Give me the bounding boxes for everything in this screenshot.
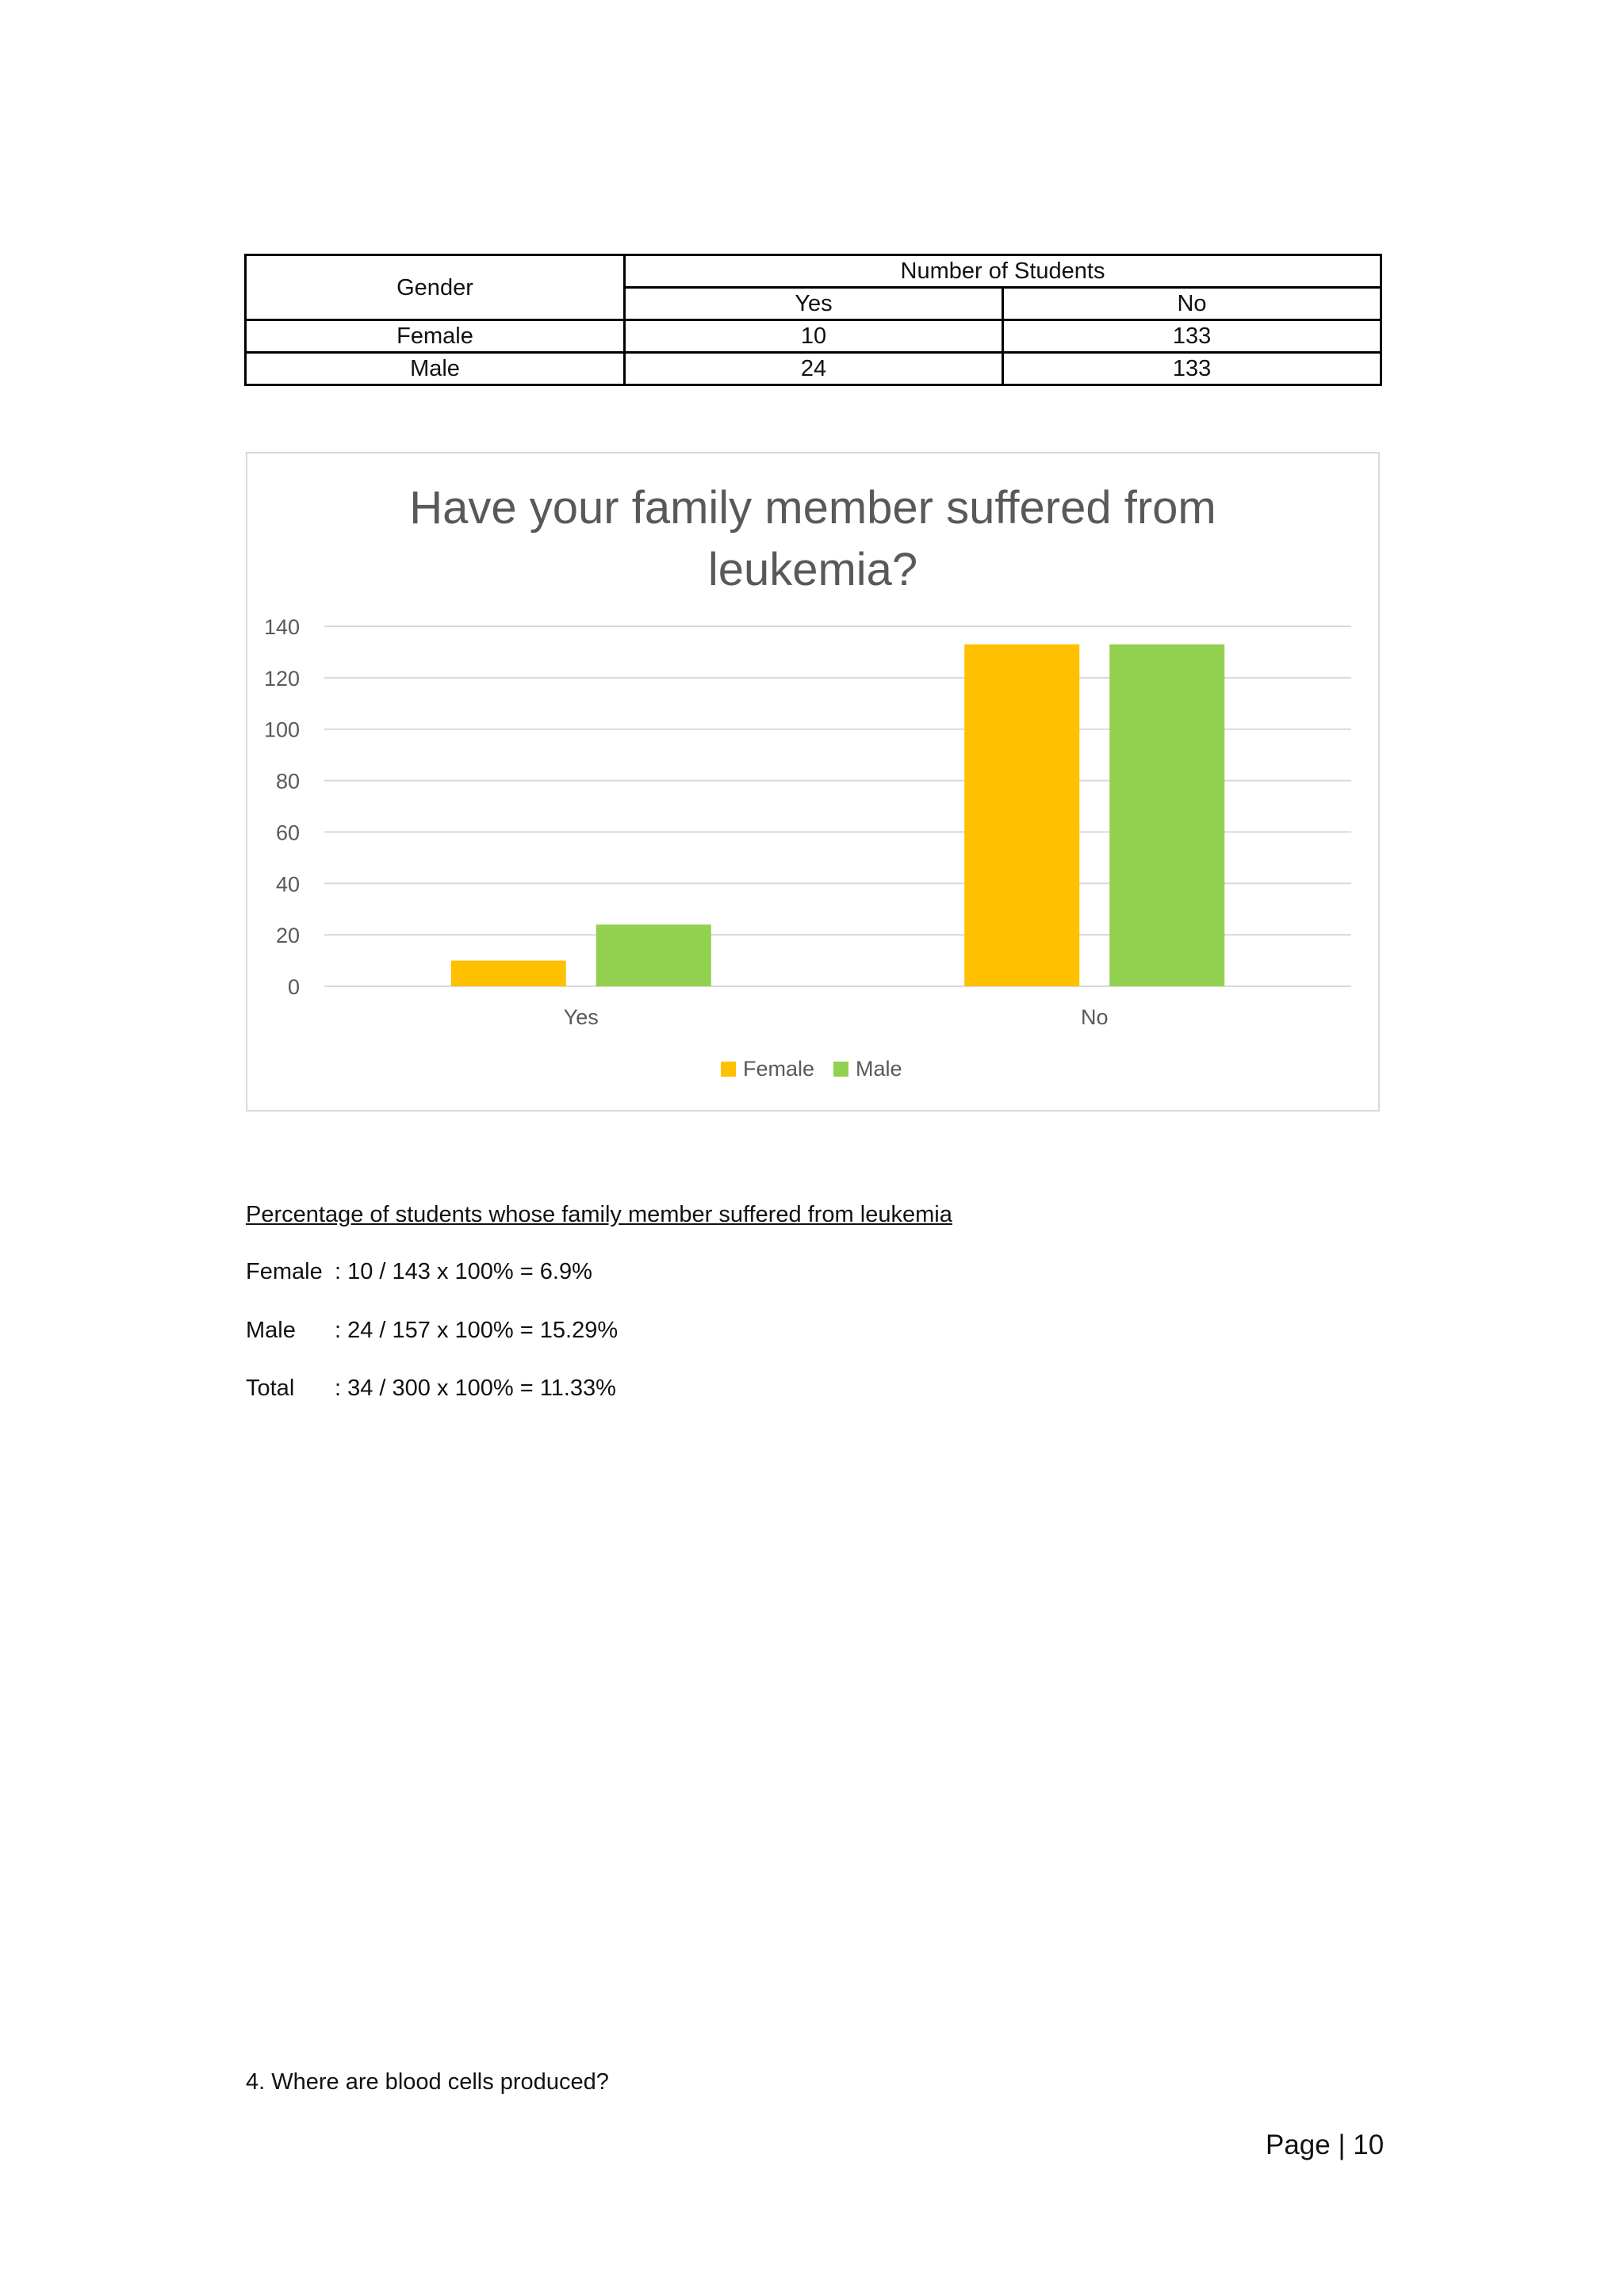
legend-label: Female [743, 1057, 815, 1081]
number-of-students-header: Number of Students [625, 255, 1381, 288]
y-tick-label: 120 [263, 666, 300, 691]
legend-label: Male [856, 1057, 902, 1081]
question-text: 4. Where are blood cells produced? [246, 2069, 609, 2095]
chart-title-line: Have your family member suffered from [409, 482, 1216, 534]
x-tick-label: Yes [563, 1005, 599, 1029]
percentage-calc: : 24 / 157 x 100% = 15.29% [335, 1318, 619, 1343]
legend-swatch [833, 1062, 848, 1077]
y-tick-label: 100 [263, 718, 300, 742]
bar-female-no [964, 645, 1079, 986]
chart-title-line: leukemia? [707, 544, 918, 595]
y-tick-label: 140 [263, 615, 300, 639]
row-no: 133 [1003, 353, 1381, 385]
legend-swatch [721, 1062, 736, 1077]
students-table [244, 254, 1382, 386]
percentage-line-total [246, 1376, 616, 1402]
x-tick-label: No [1080, 1005, 1109, 1029]
table-row [246, 353, 1381, 385]
y-tick-label: 20 [275, 924, 300, 948]
percentage-label: Total [246, 1376, 295, 1401]
percentage-label: Female [246, 1259, 323, 1284]
chart-title [247, 477, 1378, 601]
row-yes: 24 [625, 353, 1003, 385]
bar-female-yes [451, 961, 566, 986]
table-row [246, 320, 1381, 353]
percentage-calc: : 34 / 300 x 100% = 11.33% [335, 1376, 616, 1401]
row-gender: Male [246, 353, 625, 385]
y-tick-label: 60 [275, 821, 300, 845]
row-yes: 10 [625, 320, 1003, 353]
yes-header: Yes [625, 288, 1003, 320]
percentage-line-male [246, 1318, 618, 1344]
no-header: No [1003, 288, 1381, 320]
bar-male-no [1109, 645, 1224, 986]
percentage-line-female [246, 1259, 592, 1285]
y-tick-label: 80 [275, 769, 300, 794]
bar-male-yes [596, 924, 711, 986]
row-no: 133 [1003, 320, 1381, 353]
row-gender: Female [246, 320, 625, 353]
page-number: Page | 10 [1266, 2130, 1385, 2160]
gender-header: Gender [246, 255, 625, 320]
chart-container [246, 452, 1380, 1112]
y-tick-label: 0 [287, 975, 300, 999]
percentage-label: Male [246, 1318, 296, 1343]
y-tick-label: 40 [275, 872, 300, 897]
percentage-calc: : 10 / 143 x 100% = 6.9% [335, 1259, 592, 1284]
percentage-heading: Percentage of students whose family member suffered from leukemia [246, 1202, 952, 1227]
